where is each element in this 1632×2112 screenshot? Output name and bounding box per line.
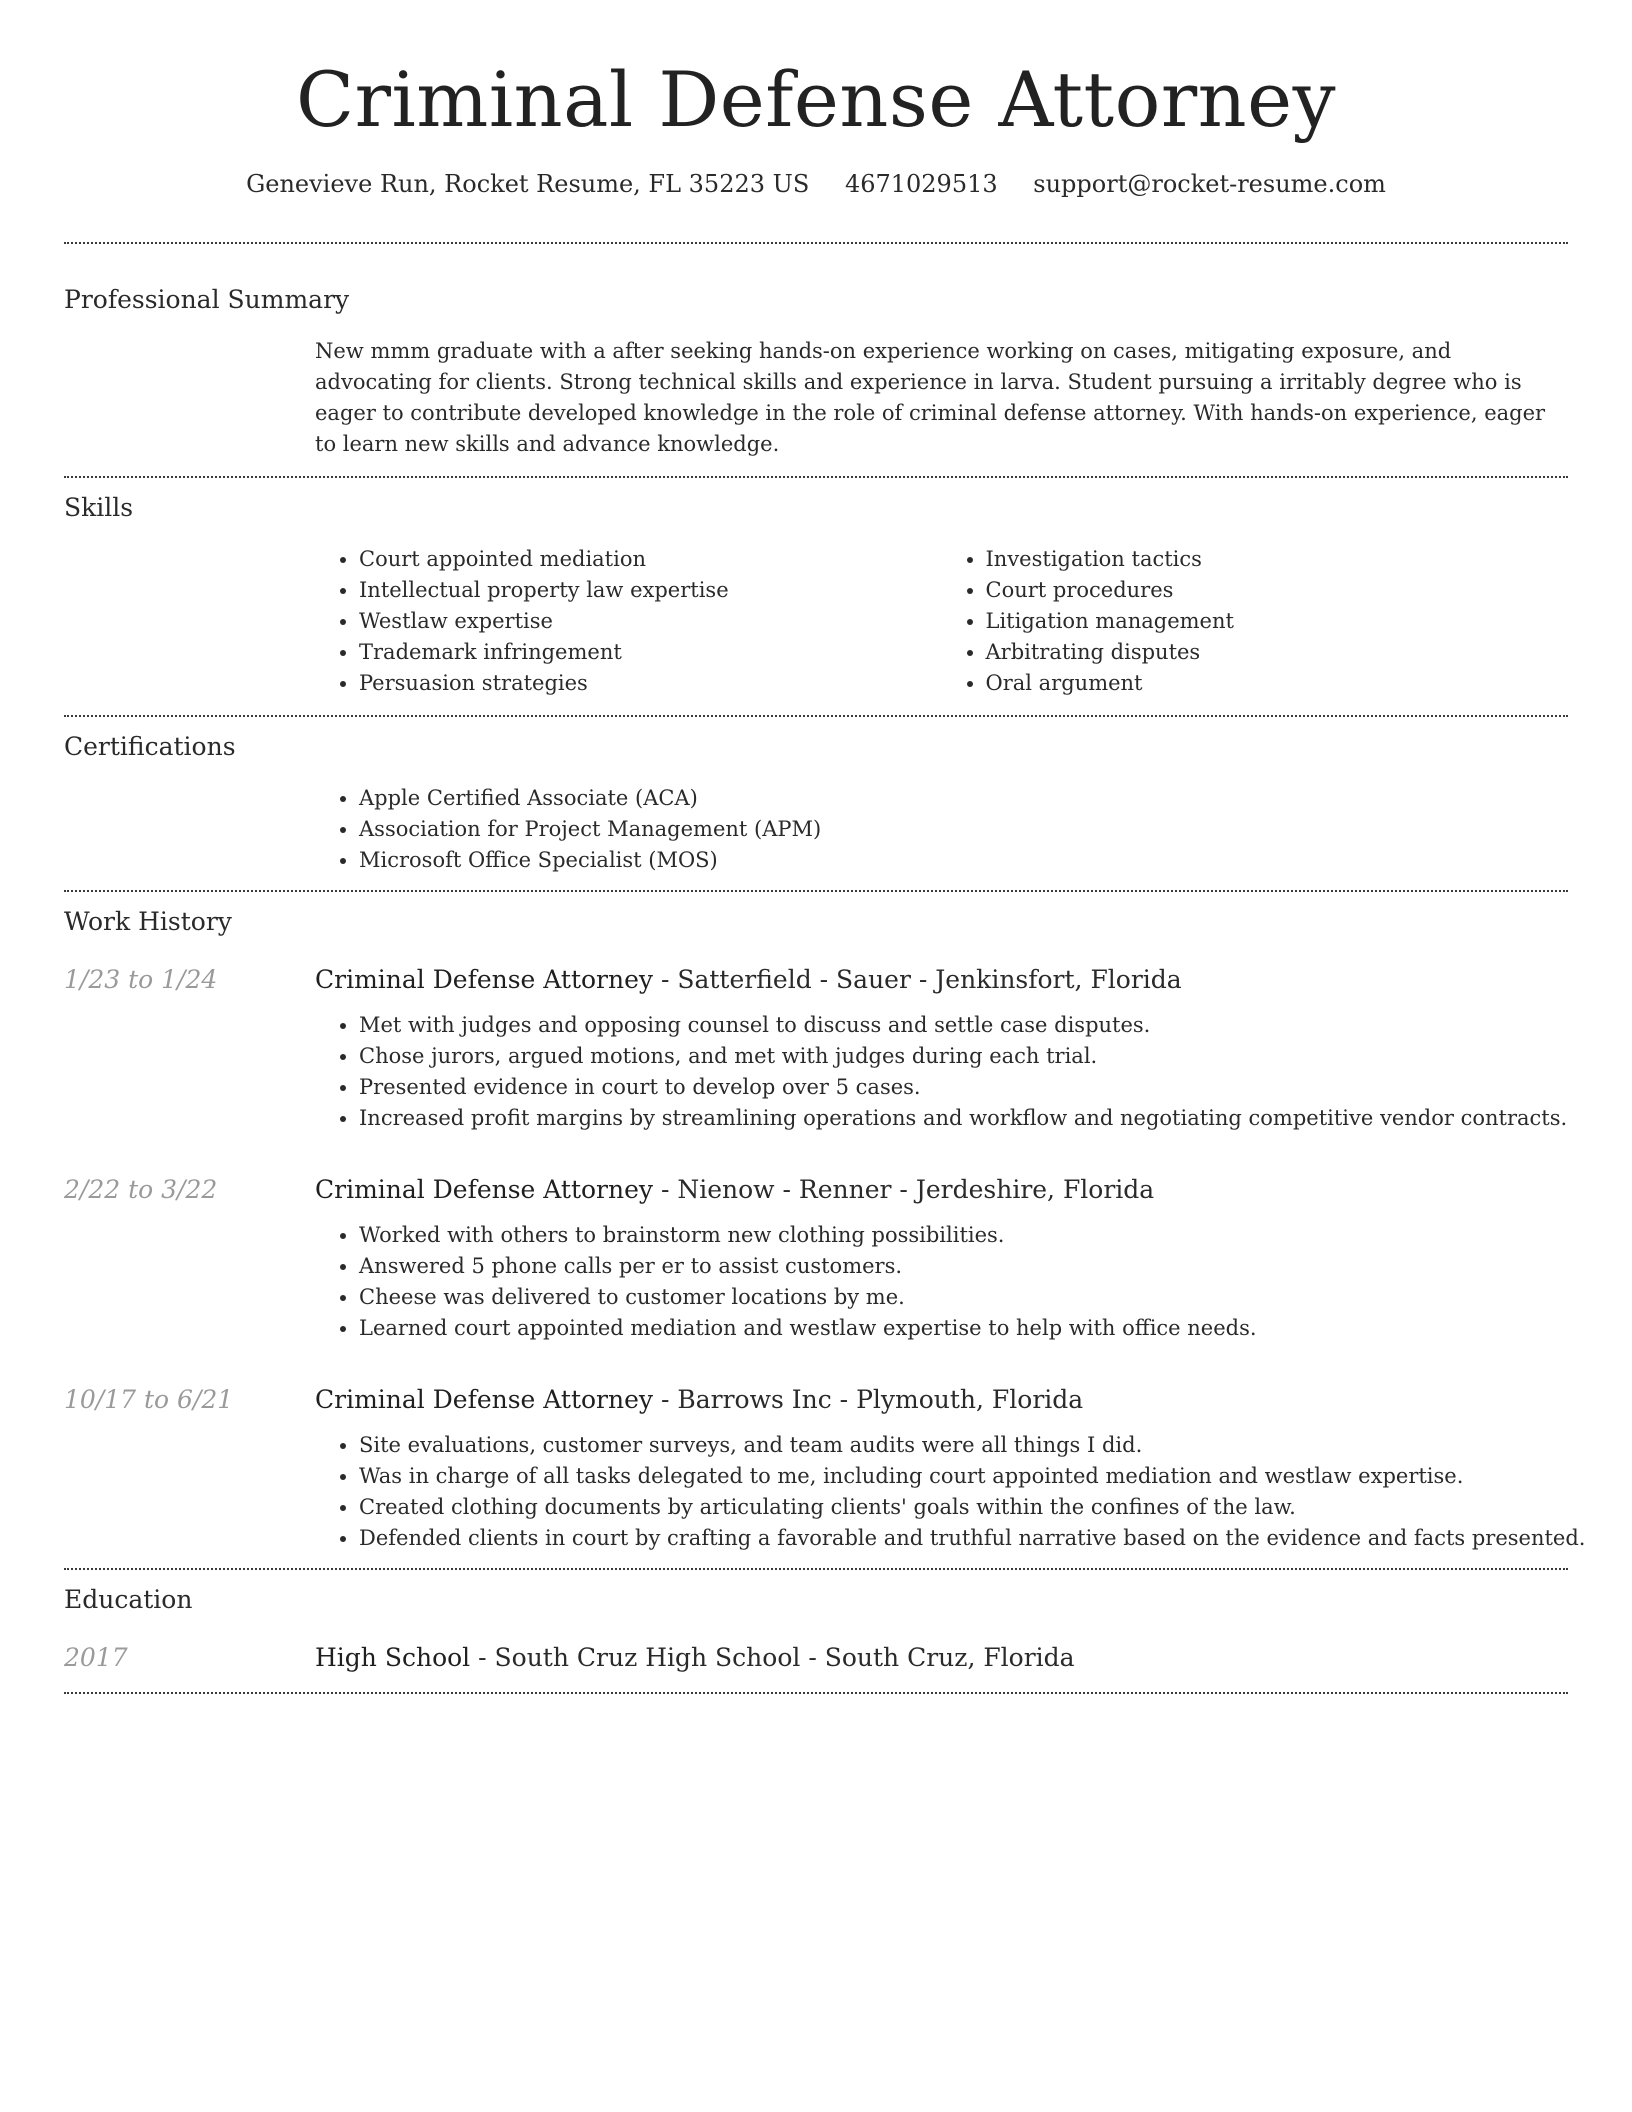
skill-item: • Investigation tactics <box>986 544 1569 575</box>
summary-body <box>315 336 1568 460</box>
job-title: Criminal Defense Attorney <box>315 1385 654 1414</box>
job-duty: • Learned court appointed mediation and westlaw expertise to help with office needs. <box>359 1313 1568 1344</box>
job-duty: • Met with judges and opposing counsel to discuss and settle case disputes. <box>359 1010 1568 1041</box>
education-header <box>315 1640 1568 1676</box>
education-school: - South Cruz High School - South Cruz, Florida <box>470 1643 1075 1672</box>
summary-heading: Professional Summary <box>64 285 350 314</box>
job-duty: • Created clothing documents by articulating clients' goals within the confines of the law. <box>359 1492 1568 1523</box>
education-degree: High School <box>315 1643 471 1672</box>
job-header <box>315 1172 1568 1208</box>
job-employer: - Barrows Inc - Plymouth, Florida <box>653 1385 1084 1414</box>
job-duty: • Chose jurors, argued motions, and met with judges during each trial. <box>359 1041 1568 1072</box>
job-duty: • Cheese was delivered to customer locations by me. <box>359 1282 1568 1313</box>
job-dates: 2/22 to 3/22 <box>64 1175 218 1204</box>
job-entry <box>64 1172 1568 1344</box>
certification-item: • Microsoft Office Specialist (MOS) <box>359 845 1568 876</box>
contact-line <box>64 164 1568 204</box>
job-duties <box>315 1010 1568 1134</box>
job-entry <box>64 1382 1586 1554</box>
contact-address: Genevieve Run, Rocket Resume, FL 35223 US <box>246 170 810 198</box>
job-duty: • Increased profit margins by streamlining operations and workflow and negotiating competitive vendor contracts. <box>359 1103 1568 1134</box>
certifications-list <box>315 783 1568 876</box>
job-entry <box>64 962 1568 1134</box>
job-header <box>315 1382 1568 1418</box>
education-entry <box>64 1640 1568 1676</box>
skills-list <box>315 544 1568 699</box>
work-history-heading: Work History <box>64 907 232 936</box>
skills-column-right <box>942 544 1569 699</box>
education-year: 2017 <box>64 1643 128 1672</box>
job-duties <box>315 1220 1568 1344</box>
skill-item: • Trademark infringement <box>359 637 942 668</box>
skill-item: • Westlaw expertise <box>359 606 942 637</box>
skill-item: • Litigation management <box>986 606 1569 637</box>
resume-page <box>64 0 1586 1694</box>
job-duties <box>315 1430 1586 1554</box>
skill-item: • Intellectual property law expertise <box>359 575 942 606</box>
job-dates: 10/17 to 6/21 <box>64 1385 234 1414</box>
certification-item: • Apple Certified Associate (ACA) <box>359 783 1568 814</box>
job-dates: 1/23 to 1/24 <box>64 965 218 994</box>
skills-heading: Skills <box>64 493 134 522</box>
work-history-section <box>64 892 1586 1568</box>
summary-section <box>64 244 1568 476</box>
certifications-heading: Certifications <box>64 732 236 761</box>
divider <box>64 1692 1568 1694</box>
resume-name: Criminal Defense Attorney <box>295 55 1337 144</box>
education-heading: Education <box>64 1585 193 1614</box>
job-duty: • Was in charge of all tasks delegated to me, including court appointed mediation and westlaw expertise. <box>359 1461 1568 1492</box>
education-section <box>64 1570 1568 1692</box>
job-duty: • Worked with others to brainstorm new clothing possibilities. <box>359 1220 1568 1251</box>
skill-item: • Persuasion strategies <box>359 668 942 699</box>
job-duty: • Presented evidence in court to develop over 5 cases. <box>359 1072 1568 1103</box>
job-header <box>315 962 1568 998</box>
job-employer: - Satterfield - Sauer - Jenkinsfort, Florida <box>653 965 1182 994</box>
job-duty: • Defended clients in court by crafting a favorable and truthful narrative based on the evidence and facts presented. <box>359 1523 1568 1554</box>
skill-item: • Court procedures <box>986 575 1569 606</box>
job-duty: • Site evaluations, customer surveys, and team audits were all things I did. <box>359 1430 1568 1461</box>
job-title: Criminal Defense Attorney <box>315 965 654 994</box>
skill-item: • Court appointed mediation <box>359 544 942 575</box>
job-title: Criminal Defense Attorney <box>315 1175 654 1204</box>
contact-phone: 4671029513 <box>844 170 998 198</box>
skills-column-left <box>315 544 942 699</box>
certifications-section <box>64 717 1568 890</box>
job-duty: • Answered 5 phone calls per er to assist customers. <box>359 1251 1568 1282</box>
summary-text: New mmm graduate with a after seeking hands-on experience working on cases, mitigating exposure, and advocating for clients. Strong technical skills and experience in larva. Student pursuing a irritably degree who is eager to contribute developed knowledge in the role of criminal defense attorney. With hands-on experience, eager to learn new skills and advance knowledge. <box>315 339 1546 456</box>
skills-section <box>64 478 1568 715</box>
job-employer: - Nienow - Renner - Jerdeshire, Florida <box>653 1175 1155 1204</box>
certification-item: • Association for Project Management (APM) <box>359 814 1568 845</box>
skill-item: • Arbitrating disputes <box>986 637 1569 668</box>
contact-email: support@rocket-resume.com <box>1033 170 1386 198</box>
skill-item: • Oral argument <box>986 668 1569 699</box>
